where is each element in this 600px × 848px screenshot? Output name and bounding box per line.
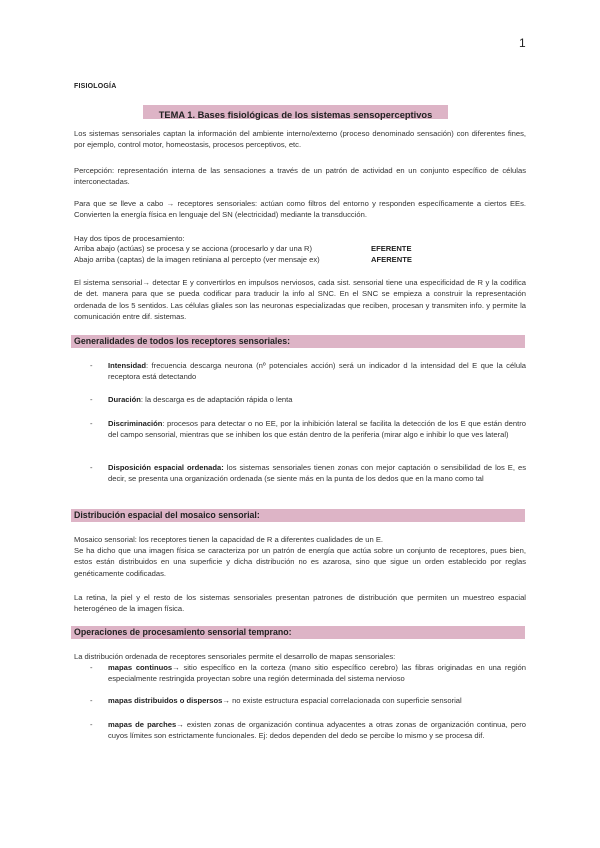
page-title: TEMA 1. Bases fisiológicas de los sistemas sensoperceptivos bbox=[158, 110, 433, 120]
term-mapas-parches: mapas de parches→ bbox=[108, 720, 184, 729]
item-text: los sistemas sensoriales tienen zonas con mejor captación o sensibilidad de los E, es decir, se presenta una organización ordenada (se siente más en la punta de los dedos que en la mano como tal bbox=[108, 463, 526, 484]
item-text: sitio específico en la corteza (mano sitio específico cerebro) las fibras originadas en una región especialmente restringida proyectan sobre una región determinada del sistema nervioso bbox=[108, 663, 526, 684]
intro-paragraph-2: Percepción: representación interna de las sensaciones a través de un patrón de actividad en un conjunto específico de células interconectadas. bbox=[74, 166, 526, 187]
intro-paragraph-3: Para que se lleve a cabo → receptores sensoriales: actúan como filtros del entorno y responden específicamente a ciertos EEs. Convierten la energía física en lenguaje del SN (electricidad) mediante la transducción. bbox=[74, 199, 526, 220]
bullet-marker: - bbox=[90, 696, 93, 705]
mosaic-paragraph-1: Mosaico sensorial: los receptores tienen la capacidad de R a diferentes cualidades de un E. bbox=[74, 535, 383, 544]
section-heading-mosaic-text: Distribución espacial del mosaico sensorial: bbox=[74, 510, 260, 520]
section-heading-mosaic bbox=[71, 509, 525, 522]
item-text: existen zonas de organización continua adyacentes a otras zonas de organización continua, pero cuyos límites son estrictamente funcionales. Ej: dedos dependen del dedo se percibe lo mismo y se procesa dif. bbox=[108, 720, 526, 741]
list-item-intensidad bbox=[108, 360, 526, 383]
bullet-marker: - bbox=[90, 720, 93, 729]
list-item-mapas-parches bbox=[108, 719, 526, 742]
list-item-disposicion bbox=[108, 462, 526, 485]
item-text: : procesos para detectar o no EE, por la inhibición lateral se facilita la detección de los E que están dentro del campo sensorial, mientras que se inhiben los que están dentro de la periferia (mirar algo e inhibir lo que ves lateral) bbox=[108, 419, 526, 440]
list-item-discriminacion bbox=[108, 418, 526, 441]
intro-paragraph-5: El sistema sensorial→ detectar E y convertirlos en impulsos nerviosos, cada sist. sensorial tiene una especificidad de R y la codifica de det. manera para que se pueda codificar para traducir la info al SNC. En el SNC se empieza a construir la representación ordenada de los 5 sentidos. Las células gliales son las neuronas especializadas que reciben, procesan y transmiten info. y permite la comunicación entre dif. sistemas. bbox=[74, 278, 526, 322]
term-mapas-continuos: mapas continuos→ bbox=[108, 663, 180, 672]
term-intensidad: Intensidad bbox=[108, 361, 146, 370]
term-discriminacion: Discriminación bbox=[108, 419, 163, 428]
subject-label: FISIOLOGÍA bbox=[74, 83, 117, 90]
list-item-duracion bbox=[108, 394, 526, 405]
processing-line-bottom-up: Abajo arriba (captas) de la imagen retiniana al percepto (ver mensaje ex) bbox=[74, 255, 320, 264]
processing-lead-paragraph: La distribución ordenada de receptores sensoriales permite el desarrollo de mapas sensoriales: bbox=[74, 652, 396, 661]
section-heading-processing bbox=[71, 626, 525, 639]
section-heading-receptors-text: Generalidades de todos los receptores sensoriales: bbox=[74, 336, 291, 346]
processing-lead: Hay dos tipos de procesamiento: bbox=[74, 234, 185, 243]
item-text: : frecuencia descarga neurona (nº potenciales acción) será un indicador d la intensidad del E que la célula receptora está detectando bbox=[108, 361, 526, 382]
title-highlight bbox=[143, 105, 448, 119]
term-duracion: Duración bbox=[108, 395, 141, 404]
term-disposicion: Disposición espacial ordenada: bbox=[108, 463, 224, 472]
processing-line-top-down: Arriba abajo (actúas) se procesa y se acciona (procesarlo y dar una R) bbox=[74, 244, 313, 253]
bullet-marker: - bbox=[90, 663, 93, 672]
page-number: 1 bbox=[519, 36, 526, 50]
term-mapas-distribuidos: mapas distribuidos o dispersos→ bbox=[108, 696, 230, 705]
bullet-marker: - bbox=[90, 463, 93, 472]
list-item-mapas-continuos bbox=[108, 662, 526, 685]
efferent-label: EFERENTE bbox=[371, 244, 412, 253]
bullet-marker: - bbox=[90, 395, 93, 404]
item-text: : la descarga es de adaptación rápida o lenta bbox=[140, 395, 293, 404]
item-text: no existe estructura espacial correlacionada con superficie sensorial bbox=[229, 696, 462, 705]
section-heading-receptors bbox=[71, 335, 525, 348]
mosaic-paragraph-2: Se ha dicho que una imagen física se caracteriza por un patrón de energía que actúa sobre un conjunto de receptores, pues bien, estos están distribuidos en una superficie y dicha distribución no es azarosa, sino que sigue un orden establecido por reglas genéticamente codificadas. bbox=[74, 546, 526, 578]
afferent-label: AFERENTE bbox=[371, 255, 412, 264]
bullet-marker: - bbox=[90, 361, 93, 370]
section-heading-processing-text: Operaciones de procesamiento sensorial temprano: bbox=[74, 627, 292, 637]
mosaic-paragraph-3: La retina, la piel y el resto de los sistemas sensoriales presentan patrones de distribución que permiten un muestreo espacial heterogéneo de la imagen física. bbox=[74, 593, 526, 614]
bullet-marker: - bbox=[90, 419, 93, 428]
list-item-mapas-distribuidos bbox=[108, 695, 526, 706]
intro-paragraph-1: Los sistemas sensoriales captan la información del ambiente interno/externo (proceso denominado sensación) con diferentes fines, por ejemplo, control motor, homeostasis, procesos perceptivos, etc. bbox=[74, 129, 526, 150]
